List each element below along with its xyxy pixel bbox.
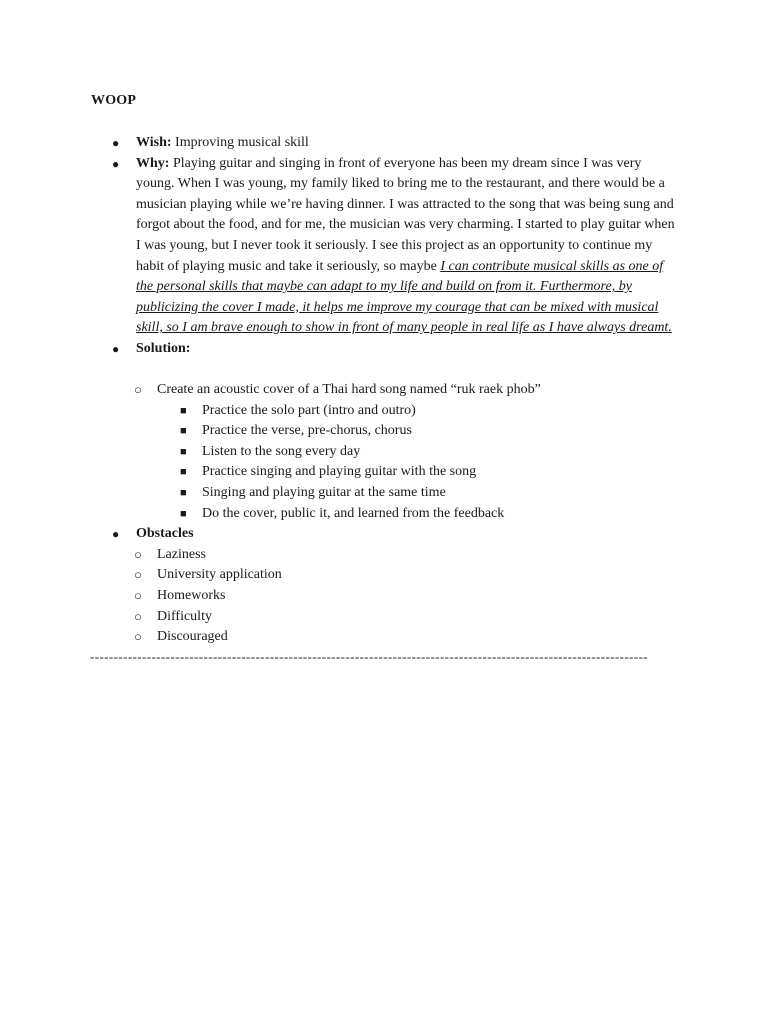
document-title: WOOP: [91, 93, 137, 108]
solution-sublist: [112, 380, 682, 648]
hollow-circle-bullet-icon: ○: [134, 382, 142, 397]
hollow-circle-bullet-icon: ○: [134, 567, 142, 583]
obstacle-text: Difficulty: [157, 608, 212, 624]
obstacle-text: Homeworks: [157, 587, 226, 603]
solution-step-text: Singing and playing guitar at the same time: [202, 484, 446, 500]
hollow-circle-bullet-icon: ○: [134, 608, 142, 624]
why-text: Playing guitar and singing in front of everyone has been my dream since I was very young. When I was young, my family liked to bring me to the restaurant, and there would be a musician playing while we’re having dinner. I was attracted to the song that was being sung and forgot about the food, and for me, the musician was very charming. I started to play guitar when I was young, but I never took it seriously. I see this project as an opportunity to continue my habit of playing music and take it seriously, so maybe: [136, 155, 675, 274]
filled-circle-bullet-icon: ●: [112, 136, 120, 150]
solution-label: Solution:: [136, 340, 191, 356]
obstacles-label: Obstacles: [136, 526, 194, 542]
solution-main-item: [112, 380, 682, 401]
why-label: Why:: [136, 155, 170, 171]
solution-step: [112, 401, 682, 422]
solution-step: [112, 483, 682, 504]
square-bullet-icon: ■: [180, 404, 187, 417]
solution-step-text: Practice singing and playing guitar with the song: [202, 464, 477, 480]
hollow-circle-bullet-icon: ○: [134, 587, 142, 603]
square-bullet-icon: ■: [180, 425, 187, 438]
solution-item: [112, 339, 682, 360]
solution-step: [112, 462, 682, 483]
why-item: [112, 154, 682, 339]
square-bullet-icon: ■: [180, 507, 187, 520]
hollow-circle-bullet-icon: ○: [134, 629, 142, 645]
obstacles-item: [112, 524, 682, 545]
solution-step-text: Practice the solo part (intro and outro): [202, 402, 416, 418]
dashed-divider: ----------------------------------------------------------------------------------------------------------------------: [90, 649, 649, 664]
filled-circle-bullet-icon: ●: [112, 156, 120, 171]
obstacle-text: Discouraged: [157, 629, 228, 645]
solution-step: [112, 442, 682, 463]
solution-main-text: Create an acoustic cover of a Thai hard song named “ruk raek phob”: [157, 382, 541, 397]
wish-label: Wish:: [136, 135, 172, 150]
square-bullet-icon: ■: [180, 466, 187, 479]
solution-step-text: Listen to the song every day: [202, 443, 361, 459]
hollow-circle-bullet-icon: ○: [134, 546, 142, 562]
filled-circle-bullet-icon: ●: [112, 527, 120, 542]
woop-list: [112, 133, 682, 360]
solution-step: [112, 421, 682, 442]
obstacle-text: University application: [157, 567, 282, 583]
obstacle-item: [112, 627, 682, 648]
filled-circle-bullet-icon: ●: [112, 341, 120, 356]
obstacle-item: [112, 545, 682, 566]
solution-step: [112, 504, 682, 525]
obstacle-text: Laziness: [157, 546, 206, 562]
square-bullet-icon: ■: [180, 445, 187, 458]
why-emphasis-text: I can contribute musical skills as one of the personal skills that maybe can adapt to my life and build on from it. Furthermore, by publicizing the cover I made, it helps me improve my courage that can be mixed with musical skill, so I am brave enough to show in front of many people in real life as I have always dreamt.: [136, 258, 672, 336]
solution-step-text: Practice the verse, pre-chorus, chorus: [202, 423, 412, 439]
wish-text: Improving musical skill: [175, 135, 309, 150]
obstacle-item: [112, 586, 682, 607]
solution-step-text: Do the cover, public it, and learned from the feedback: [202, 505, 505, 521]
obstacle-item: [112, 607, 682, 628]
obstacle-item: [112, 565, 682, 586]
wish-item: [112, 133, 682, 154]
square-bullet-icon: ■: [180, 486, 187, 499]
